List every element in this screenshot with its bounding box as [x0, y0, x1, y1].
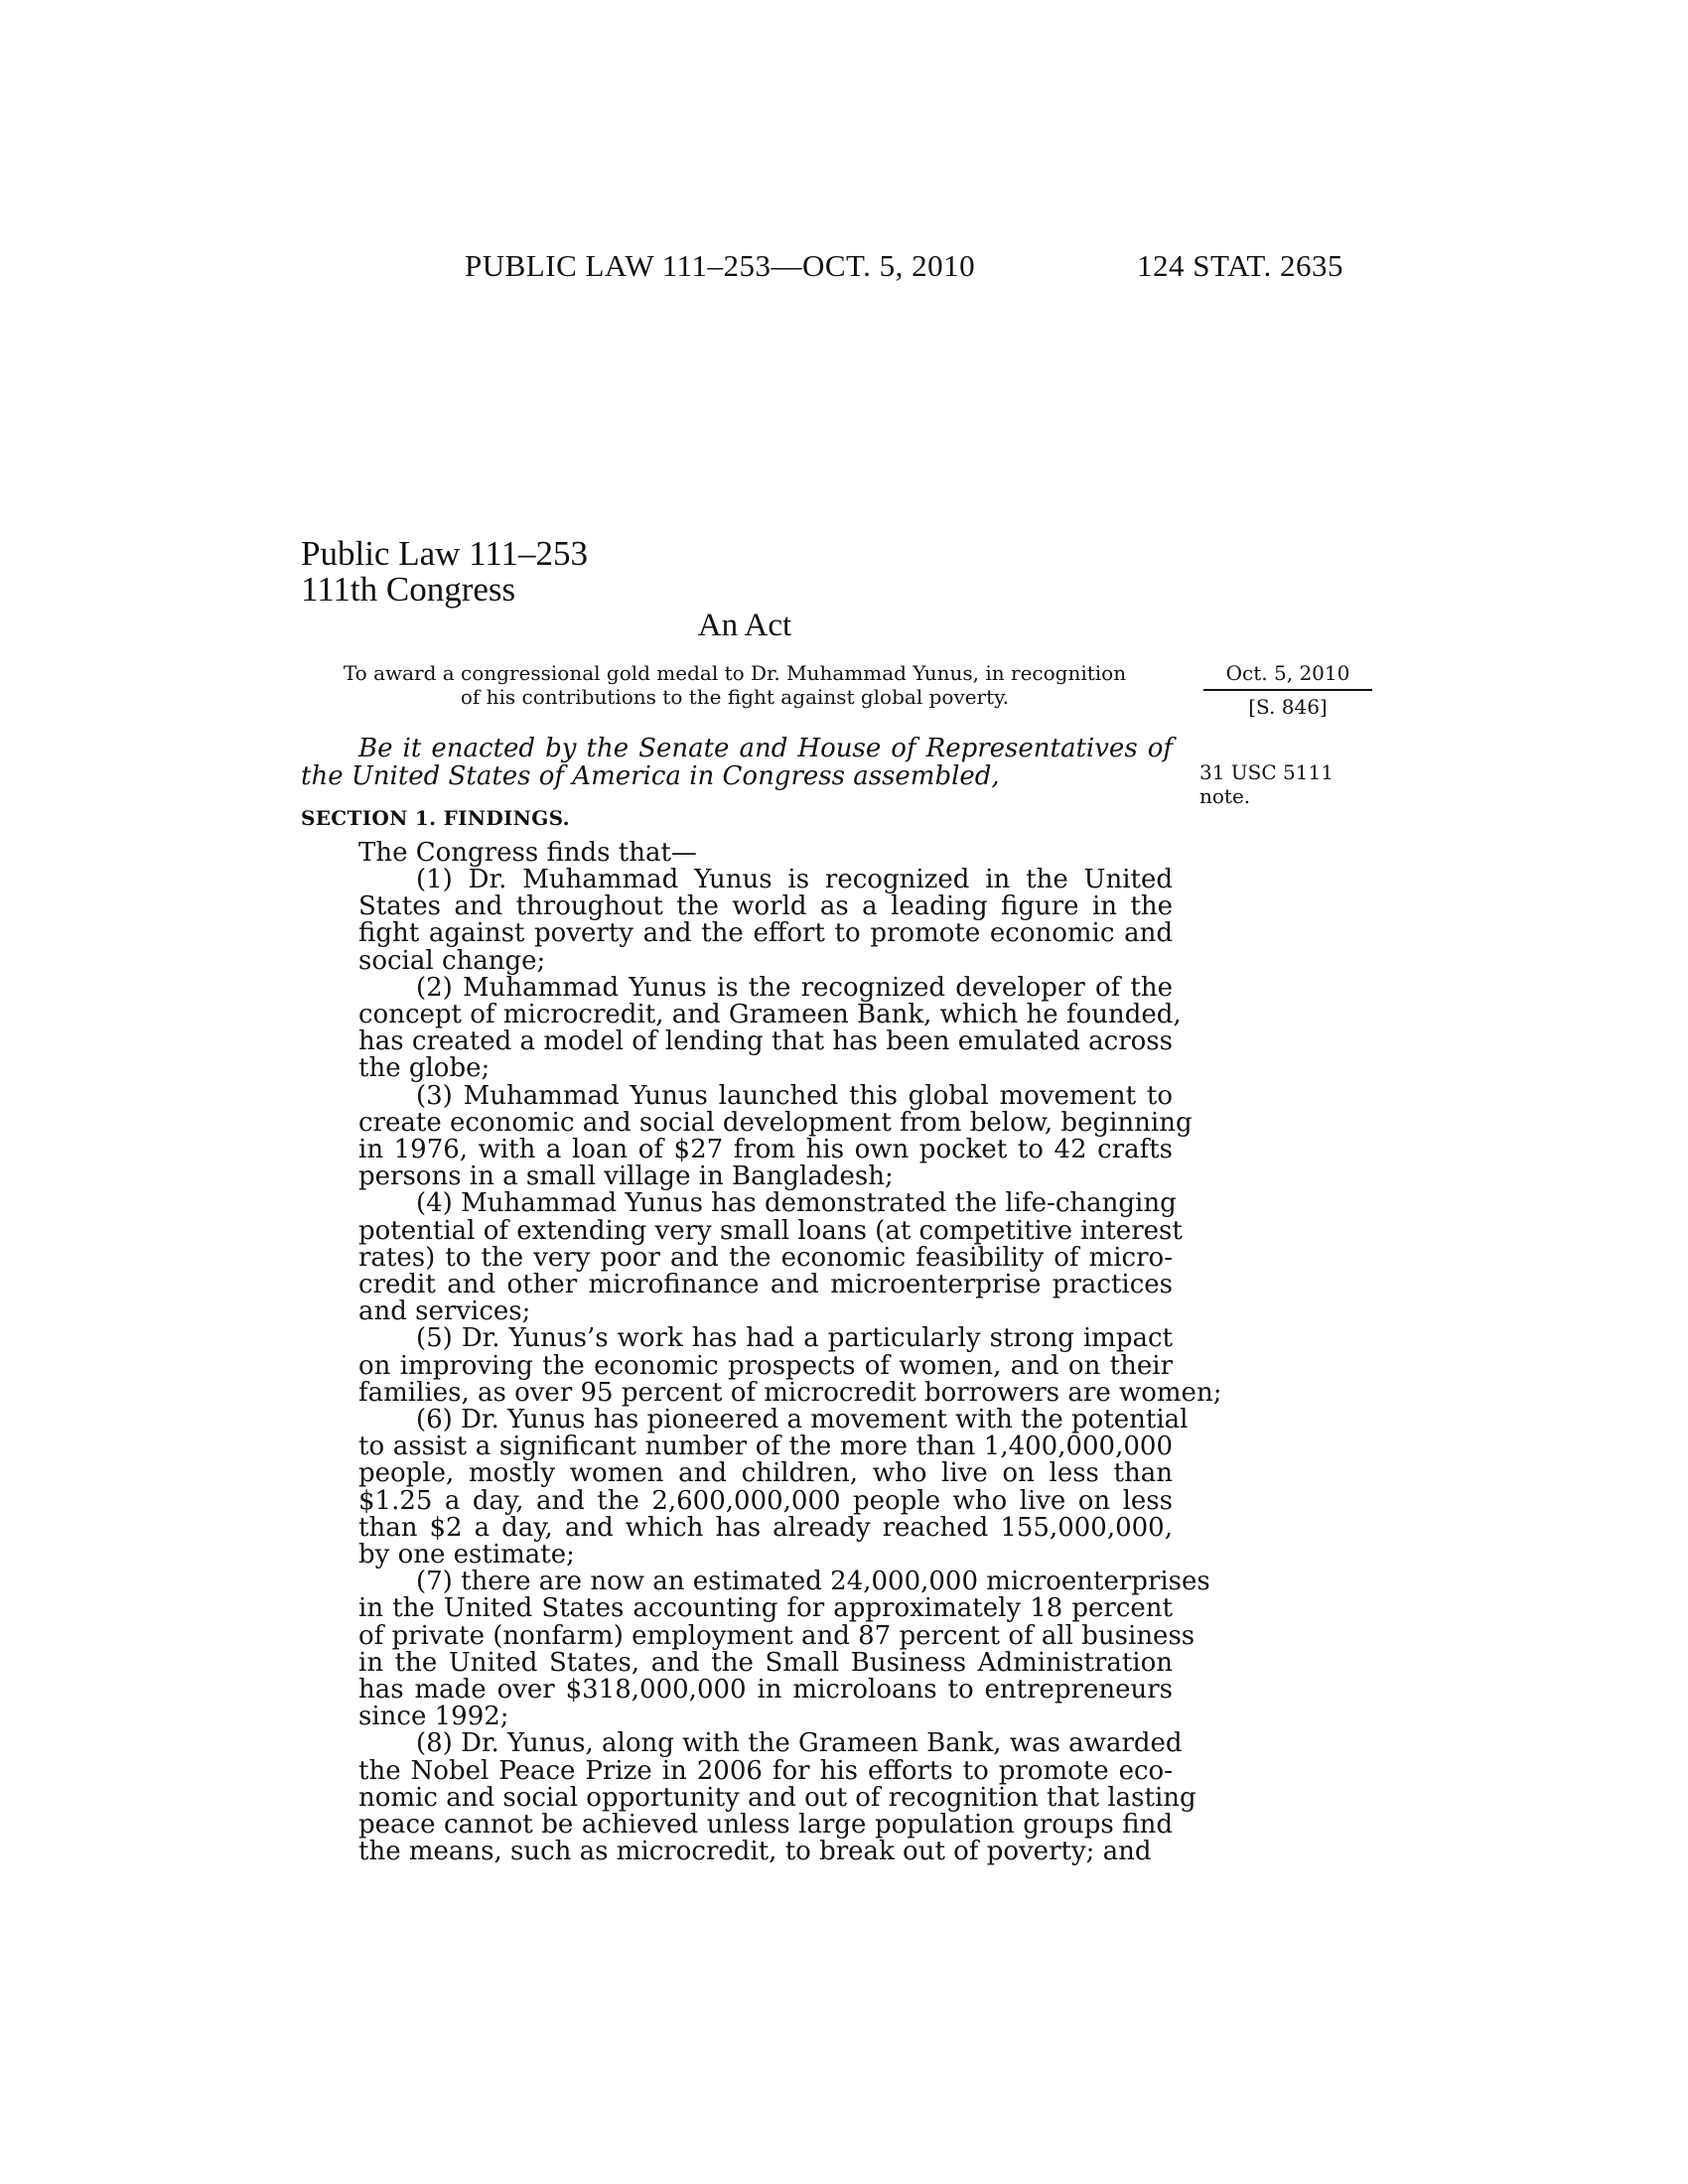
- finding-line: the means, such as microcredit, to break out of poverty; and: [358, 1837, 1152, 1867]
- act-purpose: [338, 661, 1132, 709]
- finding-line: to assist a significant number of the more than 1,400,000,000: [358, 1432, 1173, 1462]
- margin-note-bill-number: [S. 846]: [1248, 695, 1328, 719]
- finding-line: (4) Muhammad Yunus has demonstrated the life-changing: [416, 1188, 1177, 1219]
- findings-intro: The Congress finds that—: [358, 838, 697, 868]
- finding-line: on improving the economic prospects of women, and on their: [358, 1350, 1173, 1381]
- finding-line: has created a model of lending that has been emulated across: [358, 1026, 1173, 1057]
- finding-line: potential of extending very small loans (at competitive interest: [358, 1215, 1183, 1246]
- act-purpose-line: of his contributions to the fight against global poverty.: [460, 685, 1010, 709]
- finding-line: fight against poverty and the effort to promote economic and: [358, 918, 1173, 949]
- finding-line: since 1992;: [358, 1702, 509, 1732]
- statute-page-citation: 124 STAT. 2635: [1137, 248, 1344, 283]
- finding-line: concept of microcredit, and Grameen Bank, which he founded,: [358, 1000, 1182, 1029]
- finding-line: people, mostly women and children, who live on less than: [358, 1458, 1173, 1489]
- finding-line: the globe;: [358, 1053, 491, 1084]
- enacting-clause-line: Be it enacted by the Senate and House of Representatives of: [358, 734, 1173, 763]
- usc-citation-line: 31 USC 5111: [1199, 760, 1334, 784]
- finding-line: social change;: [358, 945, 546, 976]
- congress-number: 111th Congress: [301, 570, 516, 609]
- enacting-clause: [301, 735, 1173, 790]
- finding-line: than $2 a day, and which has already reached 155,000,000,: [358, 1512, 1173, 1543]
- finding-line: nomic and social opportunity and out of recognition that lasting: [358, 1782, 1196, 1813]
- finding-line: the Nobel Peace Prize in 2006 for his efforts to promote eco-: [358, 1755, 1173, 1786]
- running-head-title: PUBLIC LAW 111–253—OCT. 5, 2010: [465, 248, 976, 283]
- finding-line: by one estimate;: [358, 1540, 575, 1570]
- finding-line: peace cannot be achieved unless large population groups find: [358, 1810, 1173, 1840]
- finding-line: persons in a small village in Bangladesh;: [358, 1161, 894, 1192]
- finding-line: families, as over 95 percent of microcredit borrowers are women;: [358, 1377, 1222, 1408]
- act-title: An Act: [697, 608, 792, 643]
- finding-line: (7) there are now an estimated 24,000,000 microenterprises: [416, 1567, 1210, 1597]
- act-purpose-line: To award a congressional gold medal to Dr. Muhammad Yunus, in recognition: [343, 661, 1127, 685]
- section-heading: SECTION 1. FINDINGS.: [301, 806, 570, 830]
- finding-line: in the United States, and the Small Business Administration: [358, 1647, 1173, 1678]
- finding-line: (8) Dr. Yunus, along with the Grameen Bank, was awarded: [416, 1728, 1183, 1759]
- finding-line: has made over $318,000,000 in microloans to entrepreneurs: [358, 1675, 1173, 1705]
- finding-line: States and throughout the world as a leading figure in the: [358, 891, 1173, 922]
- finding-line: (1) Dr. Muhammad Yunus is recognized in the United: [416, 865, 1173, 894]
- finding-line: (5) Dr. Yunus’s work has had a particularly strong impact: [416, 1323, 1173, 1354]
- finding-line: and services;: [358, 1297, 531, 1327]
- finding-line: (3) Muhammad Yunus launched this global movement to: [416, 1080, 1173, 1111]
- finding-line: (6) Dr. Yunus has pioneered a movement with the potential: [416, 1405, 1189, 1434]
- finding-line: in the United States accounting for approximately 18 percent: [358, 1593, 1173, 1624]
- enacting-clause-line: the United States of America in Congress assembled,: [301, 761, 1000, 791]
- usc-citation-line: note.: [1199, 784, 1251, 808]
- finding-line: in 1976, with a loan of $27 from his own pocket to 42 crafts: [358, 1135, 1173, 1164]
- margin-note-date: Oct. 5, 2010: [1203, 661, 1372, 691]
- finding-line: (2) Muhammad Yunus is the recognized developer of the: [416, 972, 1173, 1003]
- margin-note-usc-citation: [1199, 760, 1334, 808]
- finding-line: $1.25 a day, and the 2,600,000,000 people who live on less: [358, 1485, 1173, 1516]
- finding-line: create economic and social development from below, beginning: [358, 1107, 1193, 1138]
- public-law-number: Public Law 111–253: [301, 534, 589, 573]
- finding-line: of private (nonfarm) employment and 87 percent of all business: [358, 1620, 1196, 1651]
- finding-line: credit and other microfinance and microenterprise practices: [358, 1270, 1173, 1299]
- finding-line: rates) to the very poor and the economic feasibility of micro-: [358, 1242, 1173, 1273]
